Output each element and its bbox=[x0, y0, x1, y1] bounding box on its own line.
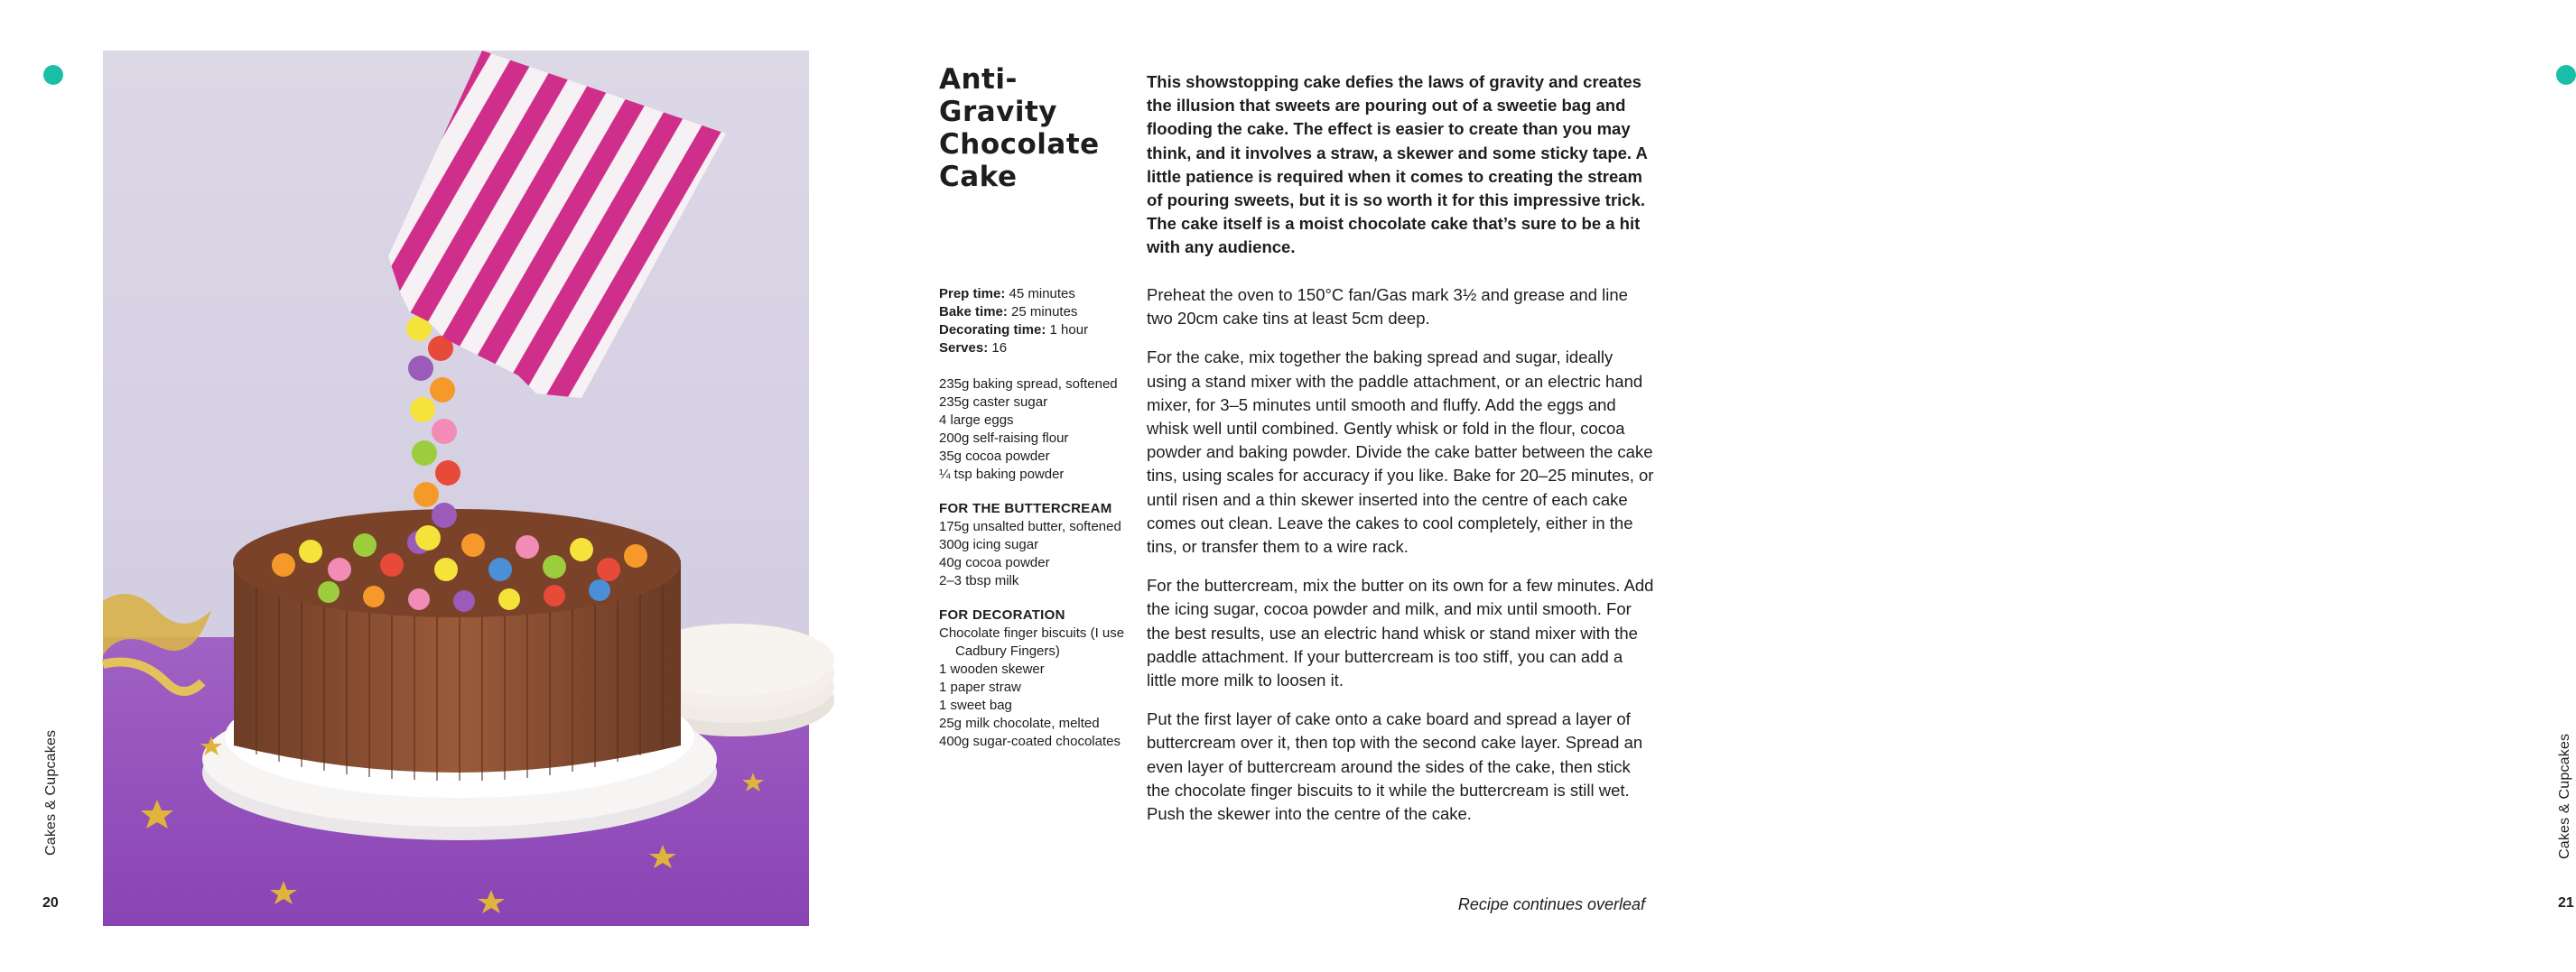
ingredient: 175g unsalted butter, softened bbox=[939, 519, 1121, 534]
section-label: Cakes & Cupcakes bbox=[43, 729, 59, 856]
ingredient: 1 sweet bag bbox=[939, 698, 1012, 713]
accent-dot bbox=[2556, 65, 2576, 85]
decorating-time: Decorating time: 1 hour bbox=[939, 322, 1089, 338]
ingredient: Chocolate finger biscuits (I use Cadbury Fingers) bbox=[939, 625, 1125, 659]
method-step: Preheat the oven to 150°C fan/Gas mark 3½ and grease and line two 20cm cake tins at least 5cm deep. bbox=[1147, 285, 1628, 329]
method-steps bbox=[1147, 283, 1657, 841]
title-line: Gravity bbox=[939, 96, 1058, 128]
method-step: For the cake, mix together the baking spread and sugar, ideally using a stand mixer with the paddle attachment, or an electric hand mixer, for 3–5 minutes until smooth and fluffy. Add the eggs and whisk well until combined. Gently whisk or fold in the flour, cocoa powder and baking powder. Divide the cake batter between the cake tins, using scales for accuracy if you like. Bake for 20–25 minutes, or until risen and a thin skewer inserted into the centre of each cake comes out clean. Leave the cakes to cool completely, either in the tins, or transfer them to a wire rack. bbox=[1147, 347, 1654, 557]
ingredient: 1 wooden skewer bbox=[939, 662, 1045, 677]
serves: Serves: 16 bbox=[939, 340, 1008, 356]
ingredient: 25g milk chocolate, melted bbox=[939, 716, 1100, 731]
title-line: Cake bbox=[939, 161, 1018, 193]
section-label: Cakes & Cupcakes bbox=[2557, 733, 2572, 859]
ingredient: 1 paper straw bbox=[939, 680, 1021, 695]
method-step: For the buttercream, mix the butter on its own for a few minutes. Add the icing sugar, cocoa powder and milk, and mix until smooth. For the best results, use an electric hand whisk or stand mixer with the paddle attachment. If your buttercream is too stiff, you can add a little more milk to loosen it. bbox=[1147, 576, 1654, 690]
method-step: Put the first layer of cake onto a cake board and spread a layer of buttercream over it, then top with the second cake layer. Spread an even layer of buttercream around the sides of the cake, then stick the chocolate finger biscuits to it while the buttercream is still wet. Push the skewer into the centre of the cake. bbox=[1147, 709, 1643, 824]
prep-time: Prep time: 45 minutes bbox=[939, 286, 1075, 301]
recipe-meta bbox=[939, 285, 1133, 751]
cake-photo bbox=[103, 51, 809, 926]
page-number: 20 bbox=[42, 895, 59, 911]
buttercream-list bbox=[939, 518, 1133, 590]
ingredient: 300g icing sugar bbox=[939, 537, 1039, 552]
title-line: Chocolate bbox=[939, 128, 1100, 161]
ingredient-list bbox=[939, 375, 1133, 484]
recipe-intro: This showstopping cake defies the laws of gravity and creates the illusion that sweets are pouring out of a sweetie bag and flooding the cake. The effect is easier to create than you may think, and it involves a straw, a skewer and some sticky tape. A little patience is required when it comes to creating the stream of pouring sweets, but it is so worth it for this impressive trick. The cake itself is a moist chocolate cake that’s sure to be a hit with any audience. bbox=[1147, 72, 1648, 257]
decoration-heading: FOR DECORATION bbox=[939, 607, 1065, 623]
ingredient: 235g baking spread, softened bbox=[939, 376, 1118, 392]
left-page bbox=[0, 0, 870, 972]
ingredient: 400g sugar-coated chocolates bbox=[939, 734, 1121, 749]
ingredient: 4 large eggs bbox=[939, 412, 1014, 428]
ingredient: 2–3 tbsp milk bbox=[939, 573, 1019, 588]
cake-illustration bbox=[103, 51, 809, 926]
continues-note: Recipe continues overleaf bbox=[1457, 895, 1645, 913]
bake-time: Bake time: 25 minutes bbox=[939, 304, 1078, 319]
ingredient: ¼ tsp baking powder bbox=[939, 467, 1065, 482]
decoration-list bbox=[939, 625, 1133, 751]
ingredient: 40g cocoa powder bbox=[939, 555, 1050, 570]
accent-dot bbox=[43, 65, 63, 85]
ingredient: 200g self-raising flour bbox=[939, 430, 1069, 446]
ingredient: 35g cocoa powder bbox=[939, 449, 1050, 464]
page-number: 21 bbox=[2558, 895, 2574, 911]
title-line: Anti- bbox=[939, 63, 1018, 96]
buttercream-heading: FOR THE BUTTERCREAM bbox=[939, 501, 1112, 516]
recipe-title bbox=[939, 63, 1120, 193]
ingredient: 235g caster sugar bbox=[939, 394, 1048, 410]
